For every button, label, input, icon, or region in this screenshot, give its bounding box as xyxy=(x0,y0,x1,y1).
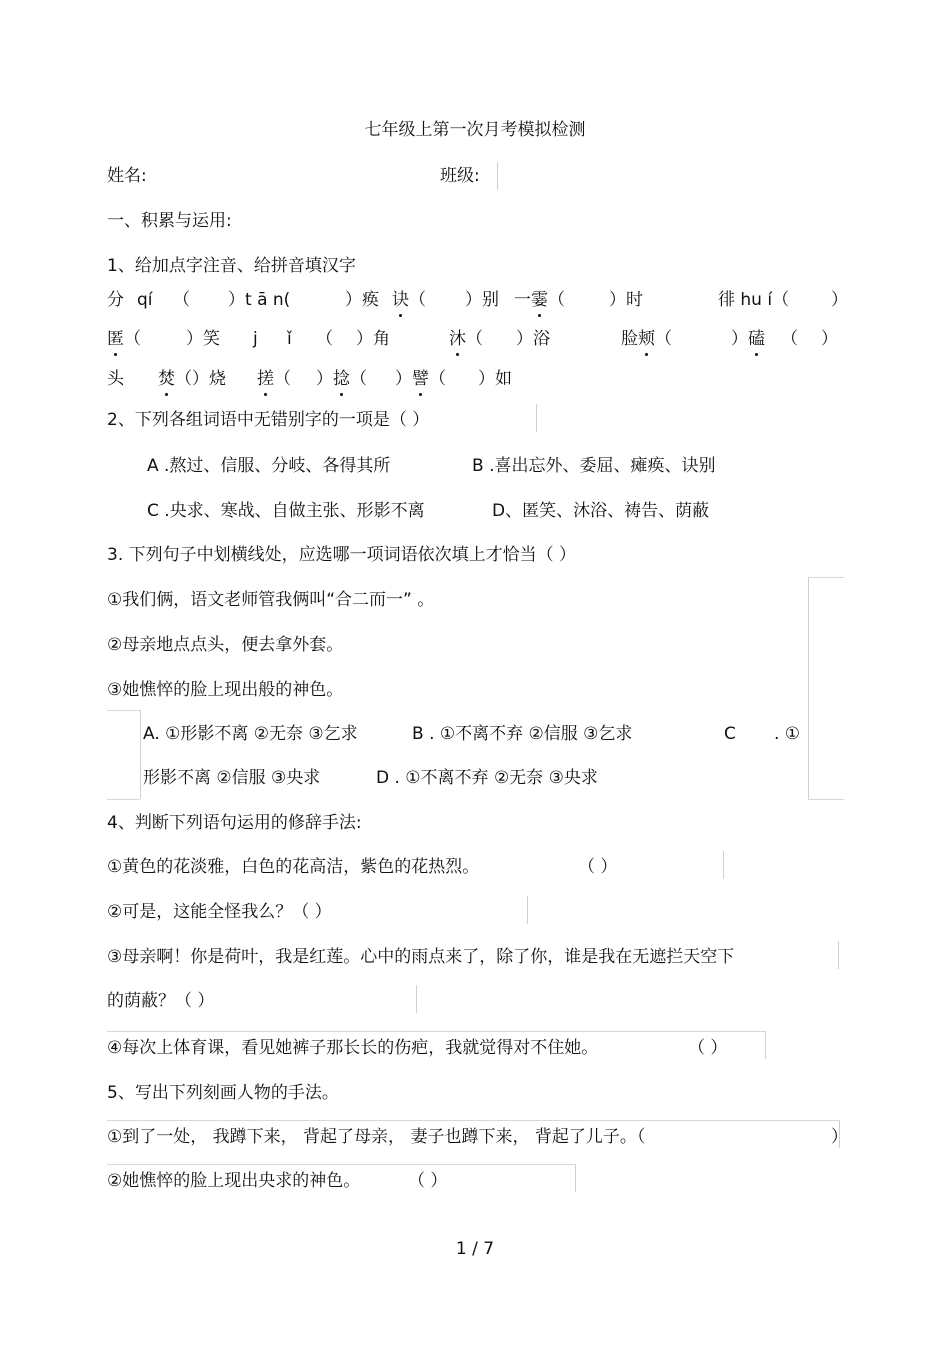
question-4-heading: 4、判断下列语句运用的修辞手法: xyxy=(107,813,362,833)
question-1-heading: 1、给加点字注音、给拼音填汉字 xyxy=(107,256,356,276)
margin-line xyxy=(575,1164,576,1192)
dotted-char: 匿 xyxy=(107,329,124,349)
margin-line xyxy=(536,404,537,432)
q3-option-c-letter: C xyxy=(724,724,736,744)
page-number: 1 / 7 xyxy=(455,1239,495,1259)
field-divider xyxy=(497,162,498,190)
q3-sentence-1: ①我们俩，语文老师管我俩叫“合二而一” 。 xyxy=(107,590,435,610)
box-line xyxy=(107,1164,575,1165)
box-line xyxy=(107,1120,839,1121)
q2-option-a: A .熬过、信服、分岐、各得其所 xyxy=(147,456,391,476)
margin-line xyxy=(723,851,724,879)
box-line xyxy=(140,710,141,799)
dotted-char: 捻 xyxy=(333,369,350,389)
q4-sentence-1: ①黄色的花淡雅，白色的花高洁，紫色的花热烈。 xyxy=(107,857,480,877)
document-title: 七年级上第一次月考模拟检测 xyxy=(364,120,586,140)
box-line xyxy=(808,577,844,578)
box-line xyxy=(107,1031,765,1032)
q5-sentence-2: ②她憔悴的脸上现出央求的神色。 xyxy=(107,1171,361,1191)
margin-line xyxy=(765,1031,766,1059)
dotted-char: 焚 xyxy=(158,369,175,389)
answer-blank: （ ） xyxy=(408,1171,448,1191)
q5-sentence-1: ①到了一处， 我蹲下来， 背起了母亲， 妻子也蹲下来， 背起了儿子。（ xyxy=(107,1127,646,1147)
answer-blank-close: ） xyxy=(831,1127,848,1147)
dotted-char: 诀 xyxy=(392,290,409,310)
box-line xyxy=(808,577,809,799)
margin-line xyxy=(527,896,528,924)
question-3-heading: 3. 下列句子中划横线处，应选哪一项词语依次填上才恰当（ ） xyxy=(107,545,577,565)
q2-option-b: B .喜出忘外、委屈、瘫痪、诀别 xyxy=(472,456,716,476)
question-5-heading: 5、写出下列刻画人物的手法。 xyxy=(107,1083,339,1103)
class-label: 班级: xyxy=(440,166,480,186)
q3-option-b: B . ①不离不弃 ②信服 ③乞求 xyxy=(412,724,633,744)
margin-line xyxy=(838,941,839,969)
dotted-char: 霎 xyxy=(531,290,548,310)
name-label: 姓名: xyxy=(107,166,147,186)
answer-blank: （ ） xyxy=(688,1038,728,1058)
q4-sentence-3: ③母亲啊！你是荷叶，我是红莲。心中的雨点来了，除了你，谁是我在无遮拦天空下 xyxy=(107,947,735,967)
q4-sentence-2: ②可是，这能全怪我么？（ ） xyxy=(107,902,332,922)
box-line xyxy=(107,799,140,800)
q3-option-c-start: . ① xyxy=(774,724,801,744)
box-line xyxy=(107,710,140,711)
answer-blank: （ ） xyxy=(578,857,618,877)
q3-sentence-2: ②母亲地点点头，便去拿外套。 xyxy=(107,635,344,655)
question-2-heading: 2、下列各组词语中无错别字的一项是（ ） xyxy=(107,410,430,430)
box-line xyxy=(808,799,844,800)
q2-option-d: D、匿笑、沐浴、祷告、荫蔽 xyxy=(492,501,710,521)
q3-option-a: A. ①形影不离 ②无奈 ③乞求 xyxy=(143,724,358,744)
q3-option-d: D . ①不离不弃 ②无奈 ③央求 xyxy=(376,768,598,788)
section-heading: 一、积累与运用: xyxy=(107,211,232,231)
margin-line xyxy=(416,985,417,1013)
dotted-char: 譬 xyxy=(412,369,429,389)
q4-sentence-3-cont: 的荫蔽？（ ） xyxy=(107,991,215,1011)
dotted-char: 颊 xyxy=(638,329,655,349)
margin-line xyxy=(839,1120,840,1148)
dotted-char: 磕 xyxy=(748,329,765,349)
q2-option-c: C .央求、寒战、自做主张、形影不离 xyxy=(147,501,425,521)
q3-option-c-rest: 形影不离 ②信服 ③央求 xyxy=(143,768,321,788)
q3-sentence-3: ③她憔悴的脸上现出般的神色。 xyxy=(107,680,344,700)
q4-sentence-4: ④每次上体育课，看见她裤子那长长的伤疤，我就觉得对不住她。 xyxy=(107,1038,599,1058)
dotted-char: 搓 xyxy=(257,369,274,389)
dotted-char: 沐 xyxy=(449,329,466,349)
